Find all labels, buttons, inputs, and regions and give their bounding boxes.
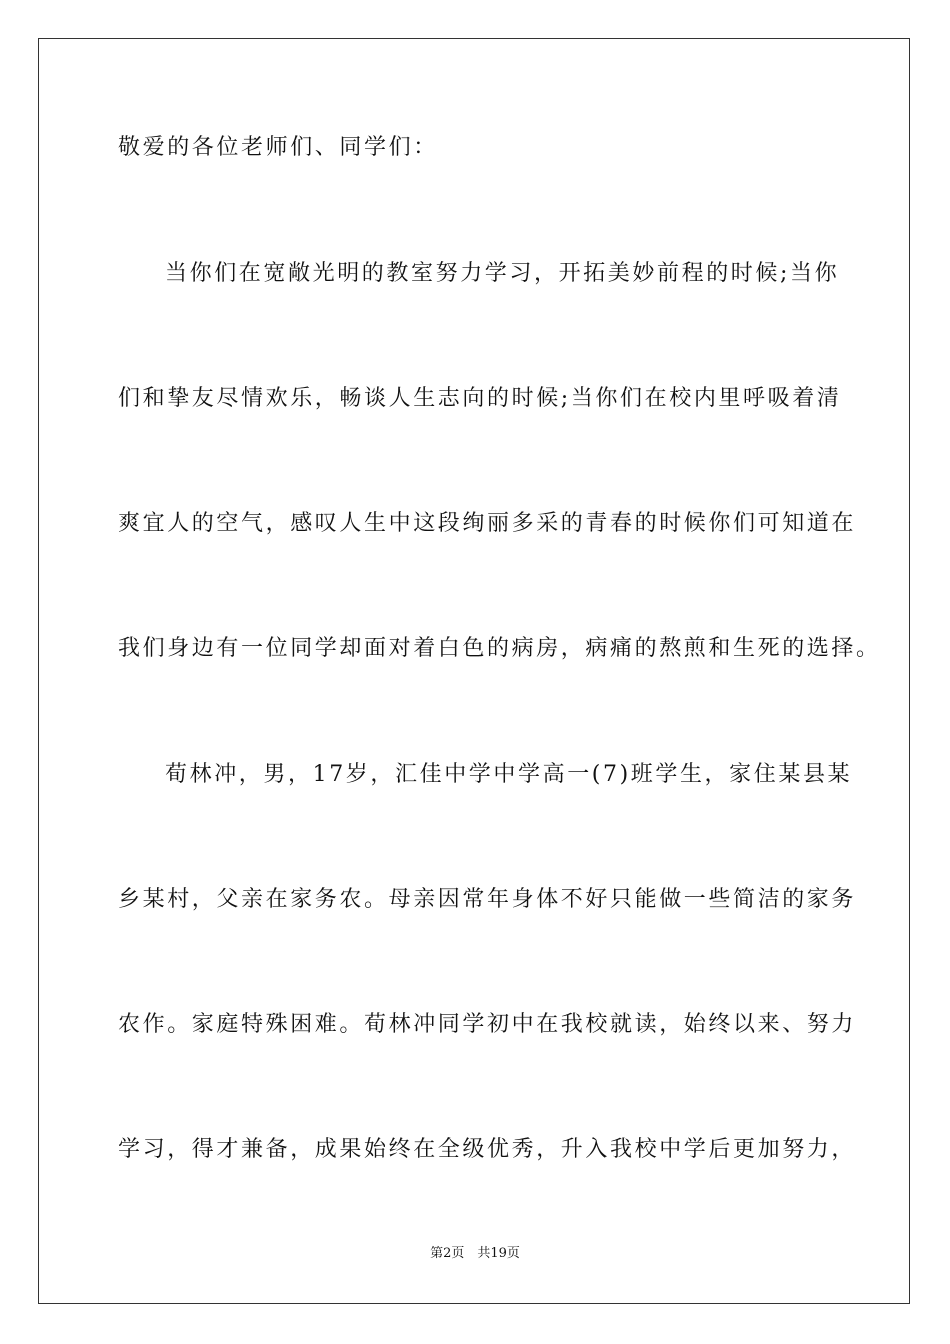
paragraph-1-line-3: 爽宜人的空气，感叹人生中这段绚丽多采的青春的时候你们可知道在 <box>118 511 857 536</box>
paragraph-2-line-1: 荀林冲，男，17岁，汇佳中学中学高一(7)班学生，家住某县某 <box>165 762 853 787</box>
paragraph-2-line-2: 乡某村，父亲在家务农。母亲因常年身体不好只能做一些简洁的家务 <box>118 887 857 912</box>
salutation-line: 敬爱的各位老师们、同学们： <box>118 135 438 160</box>
page-frame <box>38 38 910 1304</box>
paragraph-1-line-1: 当你们在宽敞光明的教室努力学习，开拓美妙前程的时候;当你 <box>165 261 840 286</box>
page-number-footer: 第2页 共19页 <box>430 1246 520 1261</box>
paragraph-2-line-3: 农作。家庭特殊困难。荀林冲同学初中在我校就读，始终以来、努力 <box>118 1012 857 1037</box>
paragraph-1-line-4: 我们身边有一位同学却面对着白色的病房，病痛的熬煎和生死的选择。 <box>118 636 881 661</box>
paragraph-2-line-4: 学习，得才兼备，成果始终在全级优秀，升入我校中学后更加努力， <box>118 1137 857 1162</box>
paragraph-1-line-2: 们和挚友尽情欢乐，畅谈人生志向的时候;当你们在校内里呼吸着清 <box>118 386 842 411</box>
